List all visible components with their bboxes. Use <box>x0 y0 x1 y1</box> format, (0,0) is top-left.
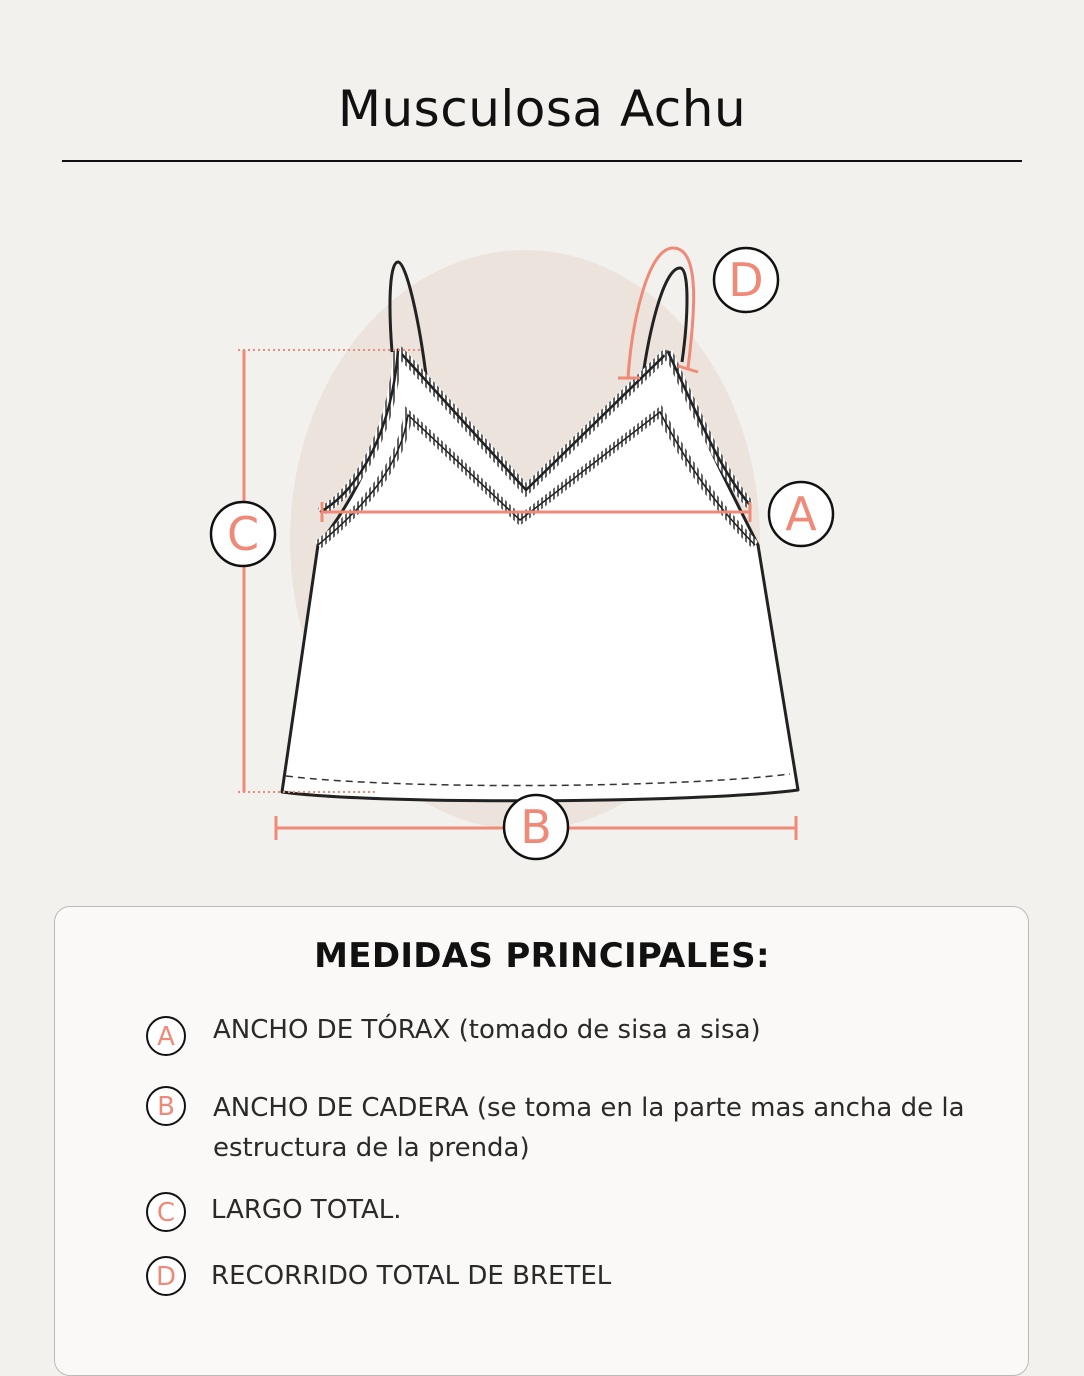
marker-a <box>769 482 833 546</box>
marker-c <box>211 502 275 566</box>
legend-text-d: RECORRIDO TOTAL DE BRETEL <box>211 1261 612 1291</box>
page-title: Musculosa Achu <box>337 80 747 138</box>
legend-badge-b: B <box>146 1086 186 1126</box>
legend-badge-c: C <box>146 1192 186 1232</box>
legend-text-b: ANCHO DE CADERA (se toma en la parte mas ancha de la estructura de la prenda) <box>213 1093 965 1163</box>
legend-badge-a: A <box>146 1016 186 1056</box>
marker-b <box>504 795 568 859</box>
legend-text-c: LARGO TOTAL. <box>211 1195 402 1225</box>
marker-d <box>714 248 778 312</box>
svg-text:C: C <box>226 507 260 561</box>
legend-badge-d: D <box>146 1256 186 1296</box>
svg-text:D: D <box>728 253 764 307</box>
svg-text:B: B <box>520 800 552 854</box>
measurements-title: MEDIDAS PRINCIPALES: <box>314 936 770 976</box>
svg-text:A: A <box>785 487 817 541</box>
legend-text-a: ANCHO DE TÓRAX (tomado de sisa a sisa) <box>213 1015 761 1045</box>
